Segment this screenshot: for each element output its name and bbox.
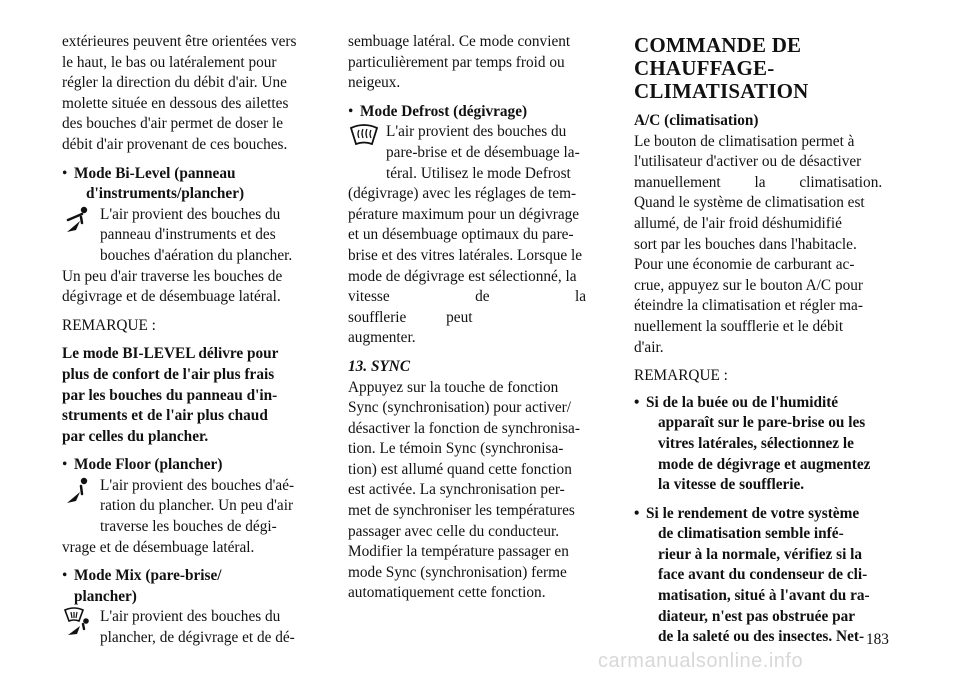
mix-title: Mode Mix (pare-brise/: [74, 567, 222, 585]
remark-bullet-1: [634, 393, 894, 496]
defrost-mode-item: [348, 102, 586, 123]
text-line: par celles du plancher.: [62, 427, 209, 445]
text-line: Sync (synchronisation) pour activer/: [348, 399, 572, 417]
remark-label: REMARQUE :: [62, 316, 156, 334]
intro-paragraph: [62, 32, 300, 156]
text-line: plancher, de dégivrage et de dé-: [100, 629, 295, 647]
column-3: [634, 32, 894, 648]
defrost-mode-icon: [348, 122, 380, 152]
text-line: struments et de l'air plus chaud: [62, 407, 268, 425]
bilevel-description: [62, 205, 300, 267]
column-2: [348, 32, 586, 604]
text-line: sort par les bouches dans l'habitacle.: [634, 235, 857, 253]
text-line: L'air provient des bouches du: [100, 205, 281, 223]
text-line: allumé, de l'air froid déshumidifié: [634, 214, 842, 232]
bilevel-mode-icon: [62, 205, 94, 235]
text-line: L'air provient des bouches d'aé-: [100, 476, 295, 494]
heading-line: CHAUFFAGE-: [634, 56, 775, 80]
text-line: l'utilisateur d'activer ou de désactiver: [634, 153, 862, 171]
floor-title: Mode Floor (plancher): [74, 456, 223, 474]
text-line: vitesse de la soufflerie peut: [348, 288, 586, 326]
bilevel-title: Mode Bi-Level (panneau: [74, 164, 236, 182]
text-line: traverse les bouches de dégi-: [100, 518, 277, 536]
text-line: Si de la buée ou de l'humidité: [646, 393, 839, 411]
bullet-dot: •: [62, 567, 68, 585]
text-line: mode de dégivrage et augmentez: [658, 455, 871, 473]
text-line: et un désembuage optimaux du pare-: [348, 226, 574, 244]
sync-paragraph: [348, 378, 586, 605]
text-line: est activée. La synchronisation per-: [348, 481, 565, 499]
text-line: de la saleté ou des insectes. Net-: [658, 628, 865, 646]
text-line: met de synchroniser les températures: [348, 502, 575, 520]
text-line: Le mode BI-LEVEL délivre pour: [62, 345, 279, 363]
watermark: carmanualsonline.info: [598, 650, 804, 672]
text-line: tion. Le témoin Sync (synchronisa-: [348, 440, 564, 458]
text-line: automatiquement cette fonction.: [348, 584, 546, 602]
bullet-dot: •: [348, 102, 354, 120]
text-line: particulièrement par temps froid ou: [348, 53, 565, 71]
text-line: apparaît sur le pare-brise ou les: [658, 414, 866, 432]
floor-mode-item: [62, 455, 300, 476]
text-line: face avant du condenseur de cli-: [658, 566, 868, 584]
text-line: dégivrage et de désembuage latéral.: [62, 288, 281, 306]
text-line: d'air.: [634, 338, 664, 356]
column-1: [62, 32, 300, 649]
text-line: Modifier la température passager en: [348, 543, 569, 561]
section-heading: [634, 34, 894, 103]
text-line: vrage et de désembuage latéral.: [62, 538, 255, 556]
text-line: éteindre la climatisation et régler ma-: [634, 297, 863, 315]
defrost-tail: [348, 184, 586, 349]
sync-subheading: 13. SYNC: [348, 357, 411, 375]
text-line: L'air provient des bouches du: [100, 608, 281, 626]
remark-note: [62, 344, 300, 447]
text-line: extérieures peuvent être orientées vers: [62, 33, 297, 50]
floor-description: [62, 476, 300, 538]
remark-label: REMARQUE :: [634, 367, 728, 385]
text-line: plus de confort de l'air plus frais: [62, 365, 275, 383]
bullet-dot: •: [62, 164, 68, 182]
text-line: Appuyez sur la touche de fonction: [348, 378, 559, 396]
text-line: mode Sync (synchronisation) ferme: [348, 563, 567, 581]
text-line: diateur, n'est pas obstruée par: [658, 607, 856, 625]
text-line: débit d'air provenant de ces bouches.: [62, 135, 288, 153]
mix-description: [62, 607, 300, 648]
text-line: la vitesse de soufflerie.: [658, 476, 805, 494]
text-line: Quand le système de climatisation est: [634, 194, 865, 212]
text-line: Le bouton de climatisation permet à: [634, 132, 855, 150]
mix-mode-icon: [62, 607, 94, 637]
text-line: désactiver la fonction de synchronisa-: [348, 419, 580, 437]
text-line: augmenter.: [348, 329, 416, 347]
text-line: manuellement la climatisation.: [634, 173, 883, 191]
remark-bullet-2: [634, 504, 894, 648]
text-line: pare-brise et de désembuage la-: [386, 143, 580, 161]
mix-continuation: [348, 32, 586, 94]
text-line: nuellement la soufflerie et le débit: [634, 317, 844, 335]
text-line: L'air provient des bouches du: [386, 123, 567, 141]
floor-mode-icon: [62, 476, 94, 506]
ac-subheading: A/C (climatisation): [634, 112, 759, 129]
heading-line: CLIMATISATION: [634, 79, 809, 103]
bilevel-title-cont: d'instruments/plancher): [86, 185, 245, 203]
text-line: matisation, situé à l'avant du ra-: [658, 587, 870, 605]
defrost-description: [348, 122, 586, 184]
text-line: sembuage latéral. Ce mode convient: [348, 33, 571, 50]
text-line: bouches d'aération du plancher.: [100, 246, 293, 264]
text-line: par les bouches du panneau d'in-: [62, 386, 278, 404]
text-line: Pour une économie de carburant ac-: [634, 256, 855, 274]
text-line: neigeux.: [348, 74, 401, 92]
mix-mode-item: [62, 566, 300, 607]
text-line: mode de dégivrage est sélectionné, la: [348, 267, 577, 285]
heading-line: COMMANDE DE: [634, 33, 802, 57]
text-line: Si le rendement de votre système: [646, 504, 860, 522]
text-line: brise et des vitres latérales. Lorsque le: [348, 246, 583, 264]
text-line: ration du plancher. Un peu d'air: [100, 497, 294, 515]
bullet-dot: •: [634, 504, 640, 522]
text-line: pérature maximum pour un dégivrage: [348, 205, 580, 223]
defrost-title: Mode Defrost (dégivrage): [360, 102, 528, 120]
text-line: régler la direction du débit d'air. Une: [62, 74, 287, 92]
text-line: de climatisation semble infé-: [658, 525, 844, 543]
bullet-dot: •: [62, 456, 68, 474]
text-line: tion) est allumé quand cette fonction: [348, 460, 572, 478]
text-line: rieur à la normale, vérifiez si la: [658, 545, 863, 563]
page-number: 183: [866, 631, 889, 648]
text-line: panneau d'instruments et des: [100, 226, 276, 244]
ac-paragraph: [634, 132, 894, 359]
mix-title-cont: plancher): [74, 587, 137, 605]
text-line: crue, appuyez sur le bouton A/C pour: [634, 276, 863, 294]
text-line: le haut, le bas ou latéralement pour: [62, 53, 277, 71]
text-line: (dégivrage) avec les réglages de tem-: [348, 185, 577, 203]
text-line: molette située en dessous des ailettes: [62, 94, 289, 112]
text-line: passager avec celle du conducteur.: [348, 522, 560, 540]
text-line: vitres latérales, sélectionnez le: [658, 434, 854, 452]
text-line: Un peu d'air traverse les bouches de: [62, 267, 283, 285]
text-line: des bouches d'air permet de doser le: [62, 115, 284, 133]
bullet-dot: •: [634, 393, 640, 411]
bilevel-mode-item: [62, 164, 300, 205]
text-line: téral. Utilisez le mode Defrost: [386, 164, 571, 182]
